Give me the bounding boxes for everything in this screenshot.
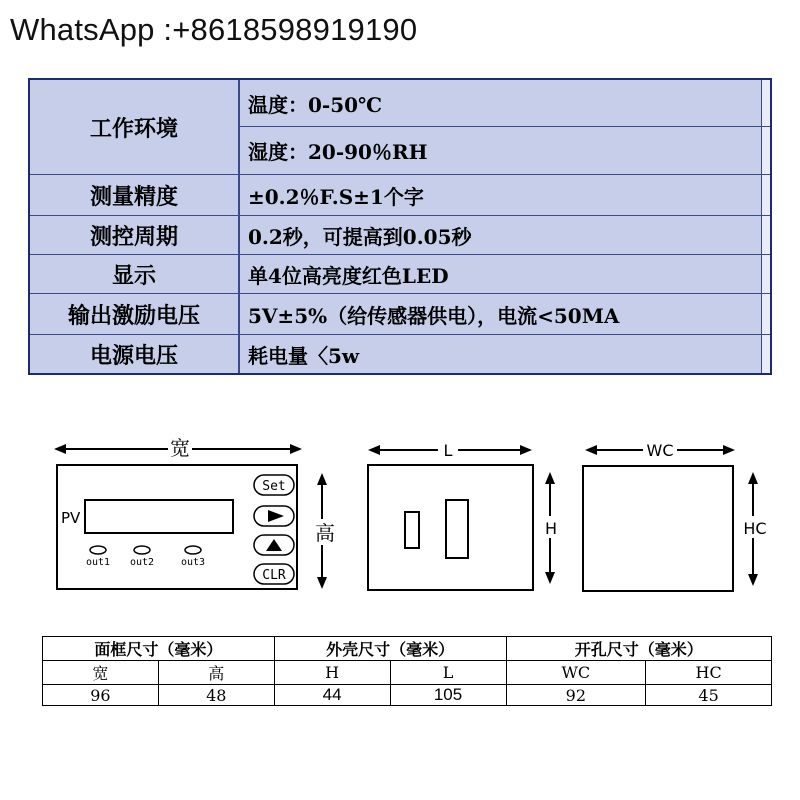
- dimension-group-row: [43, 637, 772, 661]
- value-height: 48: [158, 685, 274, 706]
- spec-value-accuracy: ±0.2％F.S±1个字: [248, 184, 424, 209]
- indicator-out2: [134, 546, 150, 554]
- spec-value-display: 单4位高亮度红色LED: [248, 263, 449, 288]
- spec-label-display: 显示: [111, 262, 156, 289]
- housing-height-label: H: [544, 519, 558, 538]
- indicator-out1: [90, 546, 106, 554]
- value-wc: 92: [506, 685, 646, 706]
- group-housing: 外壳尺寸（毫米）: [274, 637, 506, 661]
- right-strip: [761, 80, 770, 373]
- dimension-table: [42, 636, 772, 706]
- length-label: L: [443, 441, 453, 460]
- value-h: 44: [274, 685, 390, 706]
- subheader-hc: HC: [646, 661, 772, 685]
- cutout-height-label: HC: [743, 519, 767, 538]
- housing-diagram: [360, 430, 570, 600]
- indicator-label-out2: out2: [129, 557, 155, 568]
- spec-table: [28, 78, 772, 375]
- spec-value-temperature: 温度：0-50℃: [248, 92, 383, 117]
- indicator-label-out1: out1: [85, 557, 111, 568]
- height-label: 高: [315, 521, 335, 545]
- spec-label-environment: 工作环境: [89, 115, 178, 142]
- spec-label-excitation: 输出激励电压: [67, 302, 200, 329]
- cutout-body: [583, 466, 733, 591]
- subheader-l: L: [390, 661, 506, 685]
- dimension-value-row: [43, 685, 772, 706]
- cutout-width-label: WC: [646, 441, 674, 460]
- clr-button-label: CLR: [262, 568, 286, 583]
- indicator-label-out3: out3: [180, 557, 206, 568]
- group-faceplate: 面框尺寸（毫米）: [43, 637, 275, 661]
- subheader-wc: WC: [506, 661, 646, 685]
- subheader-height: 高: [158, 661, 274, 685]
- spec-value-excitation: 5V±5%（给传感器供电），电流<50MA: [248, 303, 620, 328]
- value-hc: 45: [646, 685, 772, 706]
- spec-value-power: 耗电量〈5w: [248, 343, 360, 368]
- width-label: 宽: [170, 436, 190, 460]
- housing-slot-small: [405, 512, 419, 548]
- front-panel-diagram: [40, 425, 360, 605]
- spec-value-humidity: 湿度：20-90％RH: [248, 139, 428, 164]
- column-divider: [238, 80, 240, 373]
- value-width: 96: [43, 685, 159, 706]
- whatsapp-contact: WhatsApp :+8618598919190: [10, 12, 418, 47]
- housing-slot-large: [446, 500, 468, 558]
- spec-value-cycle: 0.2秒，可提高到0.05秒: [248, 224, 472, 249]
- subheader-width: 宽: [43, 661, 159, 685]
- value-l: 105: [390, 685, 506, 706]
- spec-label-cycle: 测控周期: [89, 223, 178, 250]
- led-display: [85, 500, 233, 533]
- group-cutout: 开孔尺寸（毫米）: [506, 637, 772, 661]
- dimension-subheader-row: [43, 661, 772, 685]
- pv-label: PV: [61, 509, 81, 527]
- spec-label-accuracy: 测量精度: [89, 183, 178, 210]
- subheader-h: H: [274, 661, 390, 685]
- indicator-out3: [185, 546, 201, 554]
- cutout-diagram: [575, 430, 775, 600]
- set-button-label: Set: [262, 479, 286, 494]
- spec-label-power: 电源电压: [89, 342, 178, 369]
